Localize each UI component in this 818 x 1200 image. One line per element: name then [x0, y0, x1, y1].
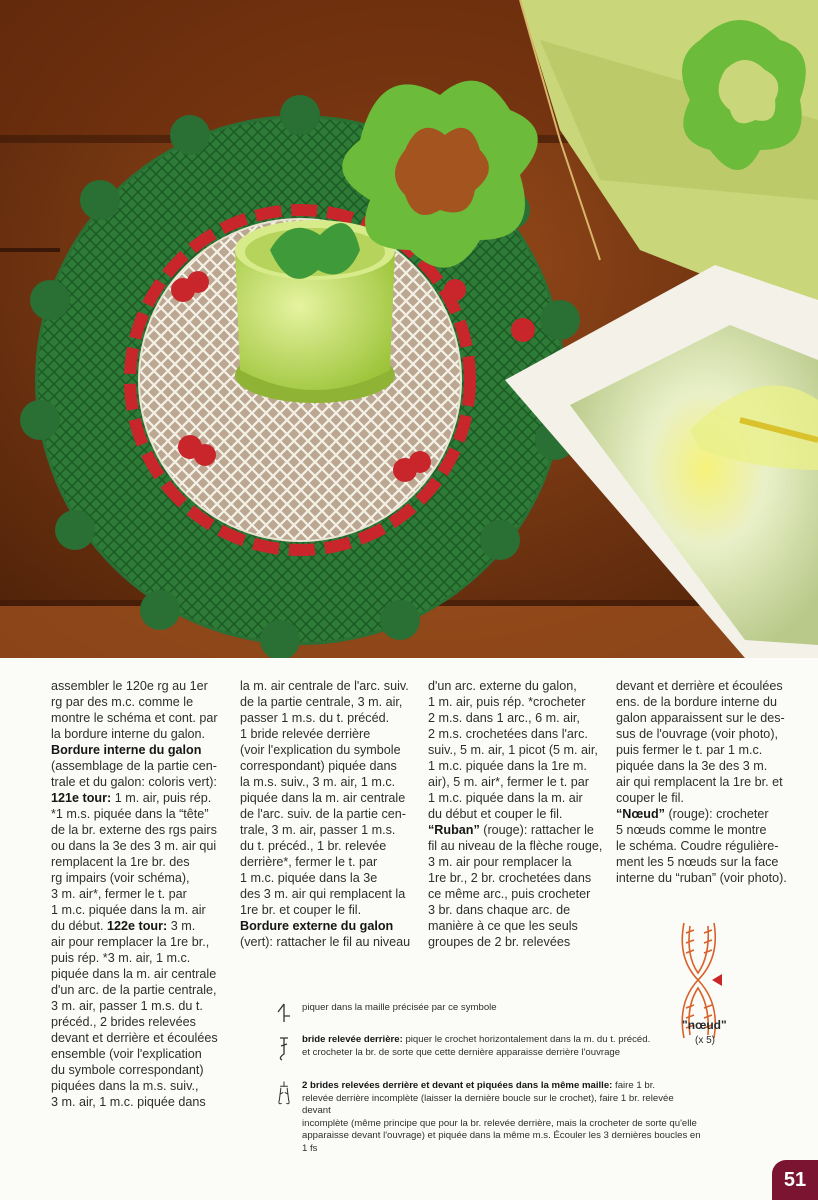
text-column-2: [240, 678, 418, 950]
section-heading: “Ruban”: [428, 823, 480, 837]
legend-title: bride relevée derrière:: [302, 1034, 403, 1045]
back-post-dc-symbol-icon: [274, 1034, 294, 1062]
noeud-label: "nœud": [682, 1018, 727, 1032]
paragraph: (vert): rattacher le fil au niveau: [240, 935, 411, 949]
section-heading: Bordure interne du galon: [51, 743, 202, 757]
round-heading: 121e tour:: [51, 791, 112, 805]
paragraph: 3 m. air pour remplacer la 1re br., puis rép. *3 m. air, 1 m.c. piquée dans la m. air centrale d'un arc. de la partie centrale, 3 m. air, passer 1 m.s. du t. précéd., 2 brides relevées devant et derrière et écoulées ensemble (voir l'explication du symbole correspondant) piquées dans la m.s. suiv., 3 m. air, 1 m.c. piquée dans: [51, 919, 218, 1109]
legend-text: faire 1 br. relevée derrière incomplète (laisser la dernière boucle sur le crochet), faire 1 br. relevée devant incomplète (même principe que pour la br. relevée derrière, mais la crocheter de sorte qu'elle apparaisse devant l'ouvrage) et piquée dans la même m.s. Écouler les 3 dernières boucles en 1 fs: [302, 1080, 701, 1154]
candle-glass: [235, 220, 395, 403]
text-column-1: [51, 678, 235, 1110]
section-heading: Bordure externe du galon: [240, 919, 394, 933]
paragraph: (assemblage de la partie cen- trale et du galon: coloris vert):: [51, 759, 217, 789]
page-number: 51: [772, 1160, 818, 1200]
legend-title: 2 brides relevées derrière et devant et piquées dans la même maille:: [302, 1080, 613, 1091]
insert-stitch-symbol-icon: [274, 1002, 294, 1030]
paragraph: d'un arc. externe du galon, 1 m. air, puis rép. *crocheter 2 m.s. dans 1 arc., 6 m. air, 2 m.s. crochetées dans l'arc. suiv., 5 m. air, 1 picot (5 m. air, 1 m.c. piquée dans la 1re m. air), 5 m. air*, fermer le t. par 1 m.c. piquée dans la m. air du début et couper le fil.: [428, 679, 598, 821]
legend-text: piquer le crochet horizontalement dans la m. du t. précéd. et crocheter la br. de sorte que cette dernière apparaisse derrière l'ouvrage: [302, 1034, 651, 1058]
text-column-3: [428, 678, 606, 950]
paragraph: (rouge): rattacher le fil au niveau de la flèche rouge, 3 m. air pour remplacer la 1re br., 2 br. crochetées dans ce même arc., puis crocheter 3 br. dans chaque arc. de manière à ce que les seuls groupes de 2 br. relevées: [428, 823, 603, 949]
paragraph: 1 m. air, puis rép. *1 m.s. piquée dans la “tête” de la br. externe des rgs pairs ou dans la 3e des 3 m. air qui remplacent la 1re br. des rg impairs (voir schéma), 3 m. air*, fermer le t. par 1 m.c. piquée dans la m. air du début.: [51, 791, 217, 933]
noeud-count: (x 5): [695, 1035, 715, 1046]
legend-text: piquer dans la maille précisée par ce symbole: [302, 1002, 497, 1013]
two-post-dc-symbol-icon: [274, 1080, 294, 1108]
paragraph: la m. air centrale de l'arc. suiv. de la partie centrale, 3 m. air, passer 1 m.s. du t. précéd. 1 bride relevée derrière (voir l'explication du symbole correspondant) piquée dans la m.s. suiv., 3 m. air, 1 m.c. piquée dans la m. air centrale de l'arc. suiv. de la partie cen- trale, 3 m. air, passer 1 m.s. du t. précéd., 1 br. relevée derrière*, fermer le t. par 1 m.c. piquée dans la 3e des 3 m. air qui remplacent la 1re br. et couper le fil.: [240, 679, 409, 917]
round-heading: 122e tour:: [103, 919, 168, 933]
paragraph: devant et derrière et écoulées ens. de la bordure interne du galon apparaissent sur le des- sus de l'ouvrage (voir photo), puis fermer le t. par 1 m.c. piquée dans la 3e des 3 m. air qui remplacent la 1re br. et couper le fil.: [616, 679, 785, 805]
text-column-4: [616, 678, 796, 886]
paragraph: assembler le 120e rg au 1er rg par des m.c. comme le montre le schéma et cont. par la bordure interne du galon.: [51, 679, 218, 741]
paragraph: (rouge): crocheter 5 nœuds comme le montre le schéma. Coudre régulière- ment les 5 nœuds sur la face interne du “ruban” (voir photo).: [616, 807, 787, 885]
section-heading: “Nœud”: [616, 807, 665, 821]
